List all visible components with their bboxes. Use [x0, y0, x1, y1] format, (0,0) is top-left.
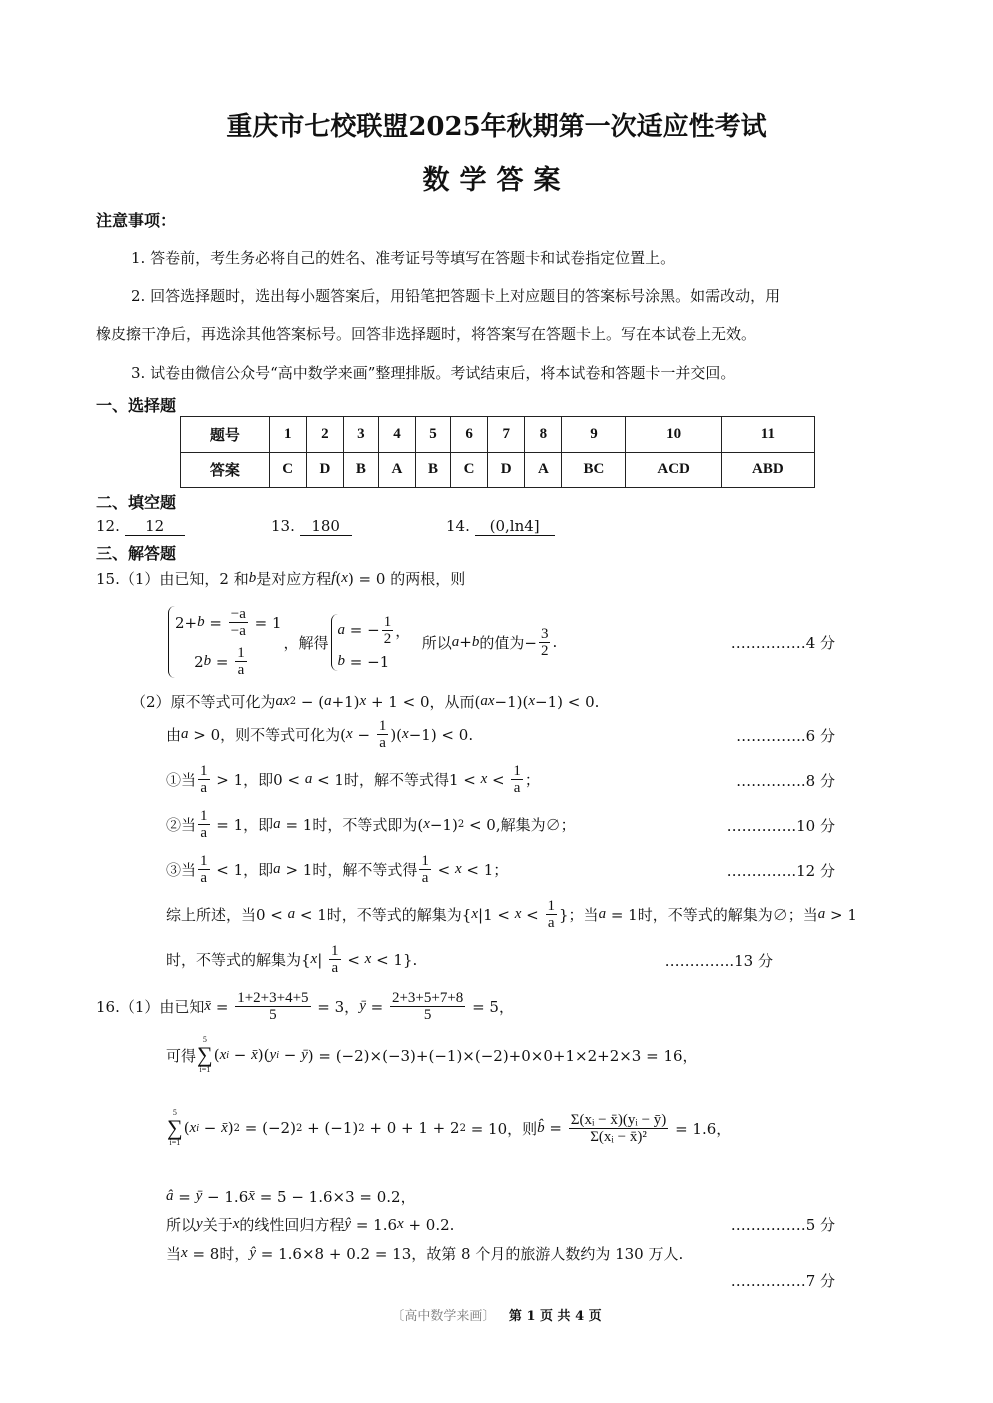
numerator: 1	[237, 645, 245, 661]
text-segment: ②当	[166, 816, 197, 834]
text-segment: 关于	[202, 1216, 233, 1234]
text-segment: =	[204, 613, 227, 632]
denominator: a	[200, 870, 208, 886]
superscript: 2	[295, 1122, 303, 1134]
text-segment: )(	[257, 1046, 270, 1064]
text-segment: = 1.6，	[670, 1119, 732, 1138]
math-variable: a	[324, 693, 332, 709]
math-variable: x	[310, 951, 318, 967]
math-variable: x	[423, 816, 430, 832]
math-variable: b	[203, 653, 212, 669]
math-variable: b	[471, 633, 480, 650]
math-variable: x̄	[204, 998, 212, 1014]
text-segment: = 1	[249, 613, 282, 632]
text-segment: （2）原不等式可化为	[131, 693, 276, 711]
page-footer	[0, 1305, 993, 1324]
question-number: 3	[343, 417, 378, 453]
fraction	[198, 853, 210, 886]
text-segment: 可得	[166, 1046, 197, 1065]
summation	[197, 1035, 213, 1075]
text-segment: 是对应方程	[256, 570, 332, 588]
fill-item-12	[96, 517, 185, 536]
text-segment: −	[278, 1046, 302, 1064]
note-item: 3. 试卷由微信公众号“高中数学来画”整理排版。考试结束后，将本试卷和答题卡一并交回。	[131, 364, 736, 382]
footer-tag: 〔高中数学来画〕	[391, 1309, 496, 1324]
text-segment: |1 <	[478, 905, 515, 924]
text-segment: + 0 + 1 + 2	[364, 1119, 460, 1137]
lower-limit: i=1	[169, 1138, 181, 1147]
sigma-symbol: ∑	[197, 1042, 213, 1067]
answer-cell: C	[450, 452, 487, 488]
denominator: a	[379, 735, 386, 751]
document-title: 重庆市七校联盟2025年秋期第一次适应性考试	[226, 112, 767, 142]
superscript: 2	[459, 1122, 466, 1134]
text-segment: −1) < 0.	[535, 692, 600, 711]
text-segment: }；当	[559, 906, 599, 924]
solution-line	[166, 1186, 416, 1207]
text-segment: 的线性回归方程	[239, 1216, 345, 1234]
answer-cell: C	[269, 452, 306, 488]
text-segment: +	[459, 633, 472, 651]
text-segment: +1)	[331, 692, 360, 711]
numerator: Σ(xᵢ − x̄)(yᵢ − ȳ)	[570, 1111, 667, 1128]
math-variable: b	[337, 653, 346, 669]
numerator: 2+3+5+7+8	[391, 990, 464, 1006]
equation-system	[331, 614, 411, 671]
fill-num: 13.	[271, 517, 295, 535]
subscript: i	[196, 1122, 199, 1134]
summation	[167, 1108, 183, 1148]
math-variable: x	[514, 906, 522, 922]
answer-cell: D	[488, 452, 525, 488]
math-variable: x	[454, 861, 462, 877]
score-mark: …………..13 分	[664, 952, 773, 970]
numerator: 1	[200, 763, 208, 779]
math-variable: x	[346, 726, 353, 742]
text-segment: −1)	[429, 815, 458, 834]
answer-cell: ACD	[626, 452, 721, 488]
numerator: 1	[547, 898, 556, 914]
document-subtitle: 数学答案	[422, 165, 571, 196]
math-variable: ax	[480, 693, 495, 709]
numerator: 1	[513, 763, 521, 779]
question-number: 1	[269, 417, 306, 453]
text-segment: > 1时，解不等式得	[280, 861, 418, 879]
text-segment: + (−1)	[302, 1119, 359, 1137]
notes-heading: 注意事项：	[96, 211, 177, 230]
answer-cell: B	[416, 452, 451, 488]
text-segment: = 1时，不等式的解集为∅；当	[606, 906, 818, 924]
text-segment: = 5 − 1.6×3 = 0.2，	[254, 1188, 416, 1206]
text-segment: < 1；	[461, 861, 509, 879]
subscript: i	[226, 1049, 230, 1061]
system-rows	[338, 614, 411, 671]
math-variable: x	[402, 726, 409, 742]
answer-cell: D	[306, 452, 343, 488]
note-item: 1. 答卷前，考生务必将自己的姓名、准考证号等填写在答题卡和试卷指定位置上。	[131, 249, 676, 267]
text-segment: <	[521, 905, 544, 924]
solution-line	[166, 943, 417, 976]
math-variable: x	[189, 1119, 197, 1136]
fraction	[546, 898, 558, 931]
system-row	[175, 606, 282, 639]
solution-line	[166, 718, 473, 751]
text-segment: −	[229, 1046, 252, 1064]
question-number: 10	[626, 417, 721, 453]
text-segment: < 1时，解不等式得1 <	[312, 771, 481, 789]
text-segment: 2+	[175, 613, 198, 632]
solution-line	[96, 568, 465, 589]
text-segment: (	[335, 569, 342, 588]
math-variable: a	[451, 633, 460, 650]
fraction	[382, 614, 394, 647]
section1-heading: 一、选择题	[96, 396, 177, 415]
question-number: 9	[562, 417, 626, 453]
system-rows	[175, 606, 282, 678]
text-segment: (	[183, 1119, 190, 1137]
math-variable: ŷ	[344, 1216, 352, 1232]
text-segment: < 1时，不等式的解集为{	[295, 906, 472, 924]
note-item: 橡皮擦干净后，再选涂其他答案标号。回答非选择题时，将答案写在答题卡上。写在本试卷上无效。	[96, 325, 757, 343]
math-variable: ȳ	[195, 1188, 203, 1204]
math-variable: a	[337, 621, 346, 638]
upper-limit: 5	[172, 1108, 177, 1117]
answer-cell: A	[378, 452, 415, 488]
denominator: −a	[230, 623, 246, 639]
text-segment: 2	[175, 652, 204, 671]
superscript: 2	[358, 1122, 365, 1134]
numerator: 1	[331, 943, 339, 959]
text-segment: ) = 0 的两根，则	[347, 570, 466, 588]
text-segment: ；	[524, 771, 540, 789]
text-segment: = 1时，不等式即为(	[280, 816, 424, 834]
fraction	[390, 990, 465, 1023]
equation-system	[168, 606, 282, 678]
math-variable: a	[304, 771, 313, 787]
numerator: 3	[540, 625, 549, 642]
math-variable: x̄	[221, 1119, 228, 1136]
fraction	[198, 808, 210, 841]
text-segment: − 1.6	[202, 1187, 249, 1206]
text-segment: > 1	[825, 905, 857, 924]
question-number: 2	[306, 417, 343, 453]
math-variable: b	[197, 614, 205, 630]
text-segment: −	[199, 1119, 222, 1137]
answer-cell: ABD	[721, 452, 814, 488]
fraction	[377, 718, 389, 751]
text-segment: <	[487, 770, 510, 789]
text-segment: = −	[345, 621, 380, 639]
text-segment: + 0.2.	[403, 1215, 455, 1234]
fraction	[419, 853, 431, 886]
text-segment: < 1}.	[371, 950, 418, 969]
fill-item-14	[446, 517, 555, 536]
text-segment: = (−2)	[240, 1119, 296, 1137]
numerator: 1+2+3+4+5	[237, 990, 309, 1006]
text-segment: <	[432, 860, 455, 879]
text-segment: ，解得	[283, 633, 329, 652]
text-segment: .	[552, 633, 558, 651]
math-variable: f	[331, 570, 336, 586]
text-segment: −1) < 0.	[408, 725, 474, 744]
math-variable: x	[219, 1046, 227, 1063]
text-segment: = −1	[345, 652, 390, 671]
denominator: 2	[540, 642, 549, 659]
math-variable: a	[181, 726, 189, 742]
fraction	[198, 763, 210, 796]
text-segment: )	[227, 1119, 234, 1137]
text-segment: <	[342, 950, 365, 969]
math-variable: x	[341, 570, 348, 586]
superscript: 2	[289, 696, 297, 707]
denominator: 2	[383, 630, 392, 647]
text-segment: 所以	[412, 633, 452, 652]
text-segment: = 1.6	[351, 1215, 398, 1234]
brace-symbol	[168, 606, 175, 678]
text-segment: > 1，即0 <	[211, 771, 305, 789]
text-segment: =	[211, 997, 234, 1016]
math-variable: x	[181, 1245, 188, 1261]
section2-heading: 二、填空题	[96, 493, 177, 512]
math-variable: b	[248, 570, 257, 586]
row-label: 题号	[181, 417, 270, 453]
score-mark: ……………7 分	[730, 1272, 835, 1290]
denominator: a	[237, 662, 245, 678]
text-segment: ) = (−2)×(−3)+(−1)×(−2)+0×0+1×2+2×3 = 16，	[307, 1046, 698, 1065]
system-row	[338, 614, 411, 647]
text-segment: < 1，即	[211, 861, 274, 879]
denominator: Σ(xᵢ − x̄)²	[590, 1128, 647, 1145]
text-segment: − (	[296, 692, 325, 711]
text-segment: =	[544, 1119, 567, 1137]
numerator: 1	[200, 853, 208, 869]
solution-line	[166, 1035, 698, 1075]
math-variable: â	[166, 1188, 174, 1204]
score-mark: …………..8 分	[736, 772, 835, 790]
solution-line	[166, 1214, 454, 1235]
brace-symbol	[331, 614, 338, 671]
denominator: 5	[423, 1007, 432, 1023]
solution-line	[131, 691, 599, 712]
text-segment: = 1.6×8 + 0.2 = 13，故第 8 个月的旅游人数约为 130 万人.	[256, 1245, 684, 1263]
score-mark: ……………5 分	[730, 1216, 835, 1234]
question-number: 11	[721, 417, 814, 453]
score-mark: …………..6 分	[736, 727, 835, 745]
upper-limit: 5	[202, 1035, 207, 1044]
text-segment: = 10，则	[465, 1119, 538, 1138]
math-variable: y	[269, 1046, 277, 1063]
numerator: 1	[378, 718, 387, 734]
section3-heading: 三、解答题	[96, 544, 177, 563]
question-number: 6	[450, 417, 487, 453]
text-segment: 的值为−	[479, 633, 537, 652]
math-variable: ŷ	[249, 1245, 257, 1261]
solution-line	[166, 1108, 731, 1148]
system-row	[338, 653, 411, 671]
math-variable: a	[287, 906, 296, 922]
fraction	[569, 1112, 669, 1145]
text-segment: 时，不等式的解集为{	[166, 951, 311, 969]
text-segment: 16.（1）由已知	[96, 998, 205, 1016]
question-number: 8	[525, 417, 562, 453]
denominator: a	[547, 915, 555, 931]
math-variable: x̄	[248, 1188, 255, 1204]
superscript: 2	[457, 819, 465, 830]
text-segment: > 0，则不等式可化为(	[188, 726, 347, 744]
math-variable: a	[817, 906, 826, 922]
text-segment: =	[211, 652, 234, 671]
text-segment: + 1 < 0，从而(	[366, 693, 481, 711]
subscript: i	[276, 1049, 279, 1061]
math-variable: x	[528, 693, 536, 709]
text-segment: ，	[395, 621, 411, 640]
sigma-symbol: ∑	[167, 1115, 183, 1140]
fill-answer: 12	[125, 517, 185, 536]
text-segment: = 5，	[467, 998, 514, 1016]
fraction	[235, 990, 310, 1023]
score-mark: …………..10 分	[726, 817, 835, 835]
fraction	[329, 943, 341, 976]
math-variable: b̂	[537, 1119, 545, 1136]
math-variable: x	[480, 771, 488, 787]
solution-line	[166, 763, 540, 796]
text-segment: −1)(	[494, 692, 529, 711]
denominator: a	[331, 960, 339, 976]
text-segment: =	[173, 1187, 196, 1206]
math-variable: a	[598, 906, 607, 922]
note-item: 2. 回答选择题时，选出每小题答案后，用铅笔把答题卡上对应题目的答案标号涂黑。如需改动，用	[131, 287, 781, 305]
text-segment: = 1，即	[211, 816, 274, 834]
text-segment: 15.（1）由已知，2 和	[96, 570, 249, 588]
solution-line	[96, 990, 514, 1023]
text-segment: |	[317, 950, 328, 969]
denominator: a	[513, 780, 521, 796]
fraction	[539, 626, 551, 659]
text-segment: 由	[166, 726, 182, 744]
math-variable: x	[359, 693, 367, 709]
question-number: 7	[488, 417, 525, 453]
numerator: 1	[383, 613, 392, 630]
fill-item-13	[271, 517, 352, 536]
math-variable: ȳ	[301, 1046, 308, 1063]
numerator: −a	[230, 606, 246, 622]
math-variable: ax	[275, 693, 290, 709]
fraction	[235, 645, 247, 678]
fill-answer: 180	[300, 517, 352, 536]
score-mark: ……………4 分	[730, 634, 835, 652]
score-mark: …………..12 分	[726, 862, 835, 880]
superscript: 2	[233, 1122, 241, 1134]
denominator: a	[421, 870, 429, 886]
text-segment: =	[365, 997, 388, 1016]
denominator: a	[200, 825, 208, 841]
answer-cell: A	[525, 452, 562, 488]
solution-line	[166, 853, 508, 886]
fill-num: 12.	[96, 517, 120, 535]
text-segment: (	[213, 1046, 220, 1064]
denominator: a	[200, 780, 208, 796]
fraction	[511, 763, 523, 796]
text-segment: )(	[390, 725, 403, 744]
text-segment: 所以	[166, 1216, 197, 1234]
math-variable: x	[364, 951, 372, 967]
math-variable: a	[273, 816, 281, 832]
numerator: 1	[200, 808, 208, 824]
math-variable: x	[232, 1216, 240, 1232]
answer-table	[180, 416, 815, 488]
system-row	[175, 645, 282, 678]
answer-cell: B	[343, 452, 378, 488]
math-variable: x	[471, 906, 479, 922]
text-segment: 当	[166, 1245, 182, 1263]
solution-system	[166, 606, 557, 678]
question-number: 4	[378, 417, 415, 453]
page-number: 第 1 页 共 4 页	[508, 1309, 602, 1324]
question-number: 5	[416, 417, 451, 453]
fill-answer: (0,ln4]	[475, 517, 555, 536]
text-segment: = 3，	[312, 998, 360, 1016]
text-segment: ③当	[166, 861, 197, 879]
solution-line	[166, 808, 576, 841]
solution-line	[166, 1243, 683, 1264]
numerator: 1	[421, 853, 429, 869]
math-variable: x̄	[251, 1046, 258, 1063]
math-variable: ȳ	[359, 998, 366, 1014]
lower-limit: i=1	[199, 1065, 211, 1074]
solution-line	[166, 898, 857, 931]
text-segment: < 0,解集为∅；	[464, 816, 576, 834]
math-variable: a	[273, 861, 281, 877]
math-variable: y	[196, 1216, 203, 1232]
text-segment: −	[352, 725, 375, 744]
fraction	[229, 606, 248, 639]
math-variable: x	[397, 1216, 404, 1232]
fill-num: 14.	[446, 517, 470, 535]
row-label: 答案	[181, 452, 270, 488]
text-segment: 综上所述，当0 <	[166, 906, 288, 924]
answer-cell: BC	[562, 452, 626, 488]
denominator: 5	[269, 1007, 277, 1023]
text-segment: ①当	[166, 771, 197, 789]
text-segment: = 8时，	[187, 1245, 250, 1263]
